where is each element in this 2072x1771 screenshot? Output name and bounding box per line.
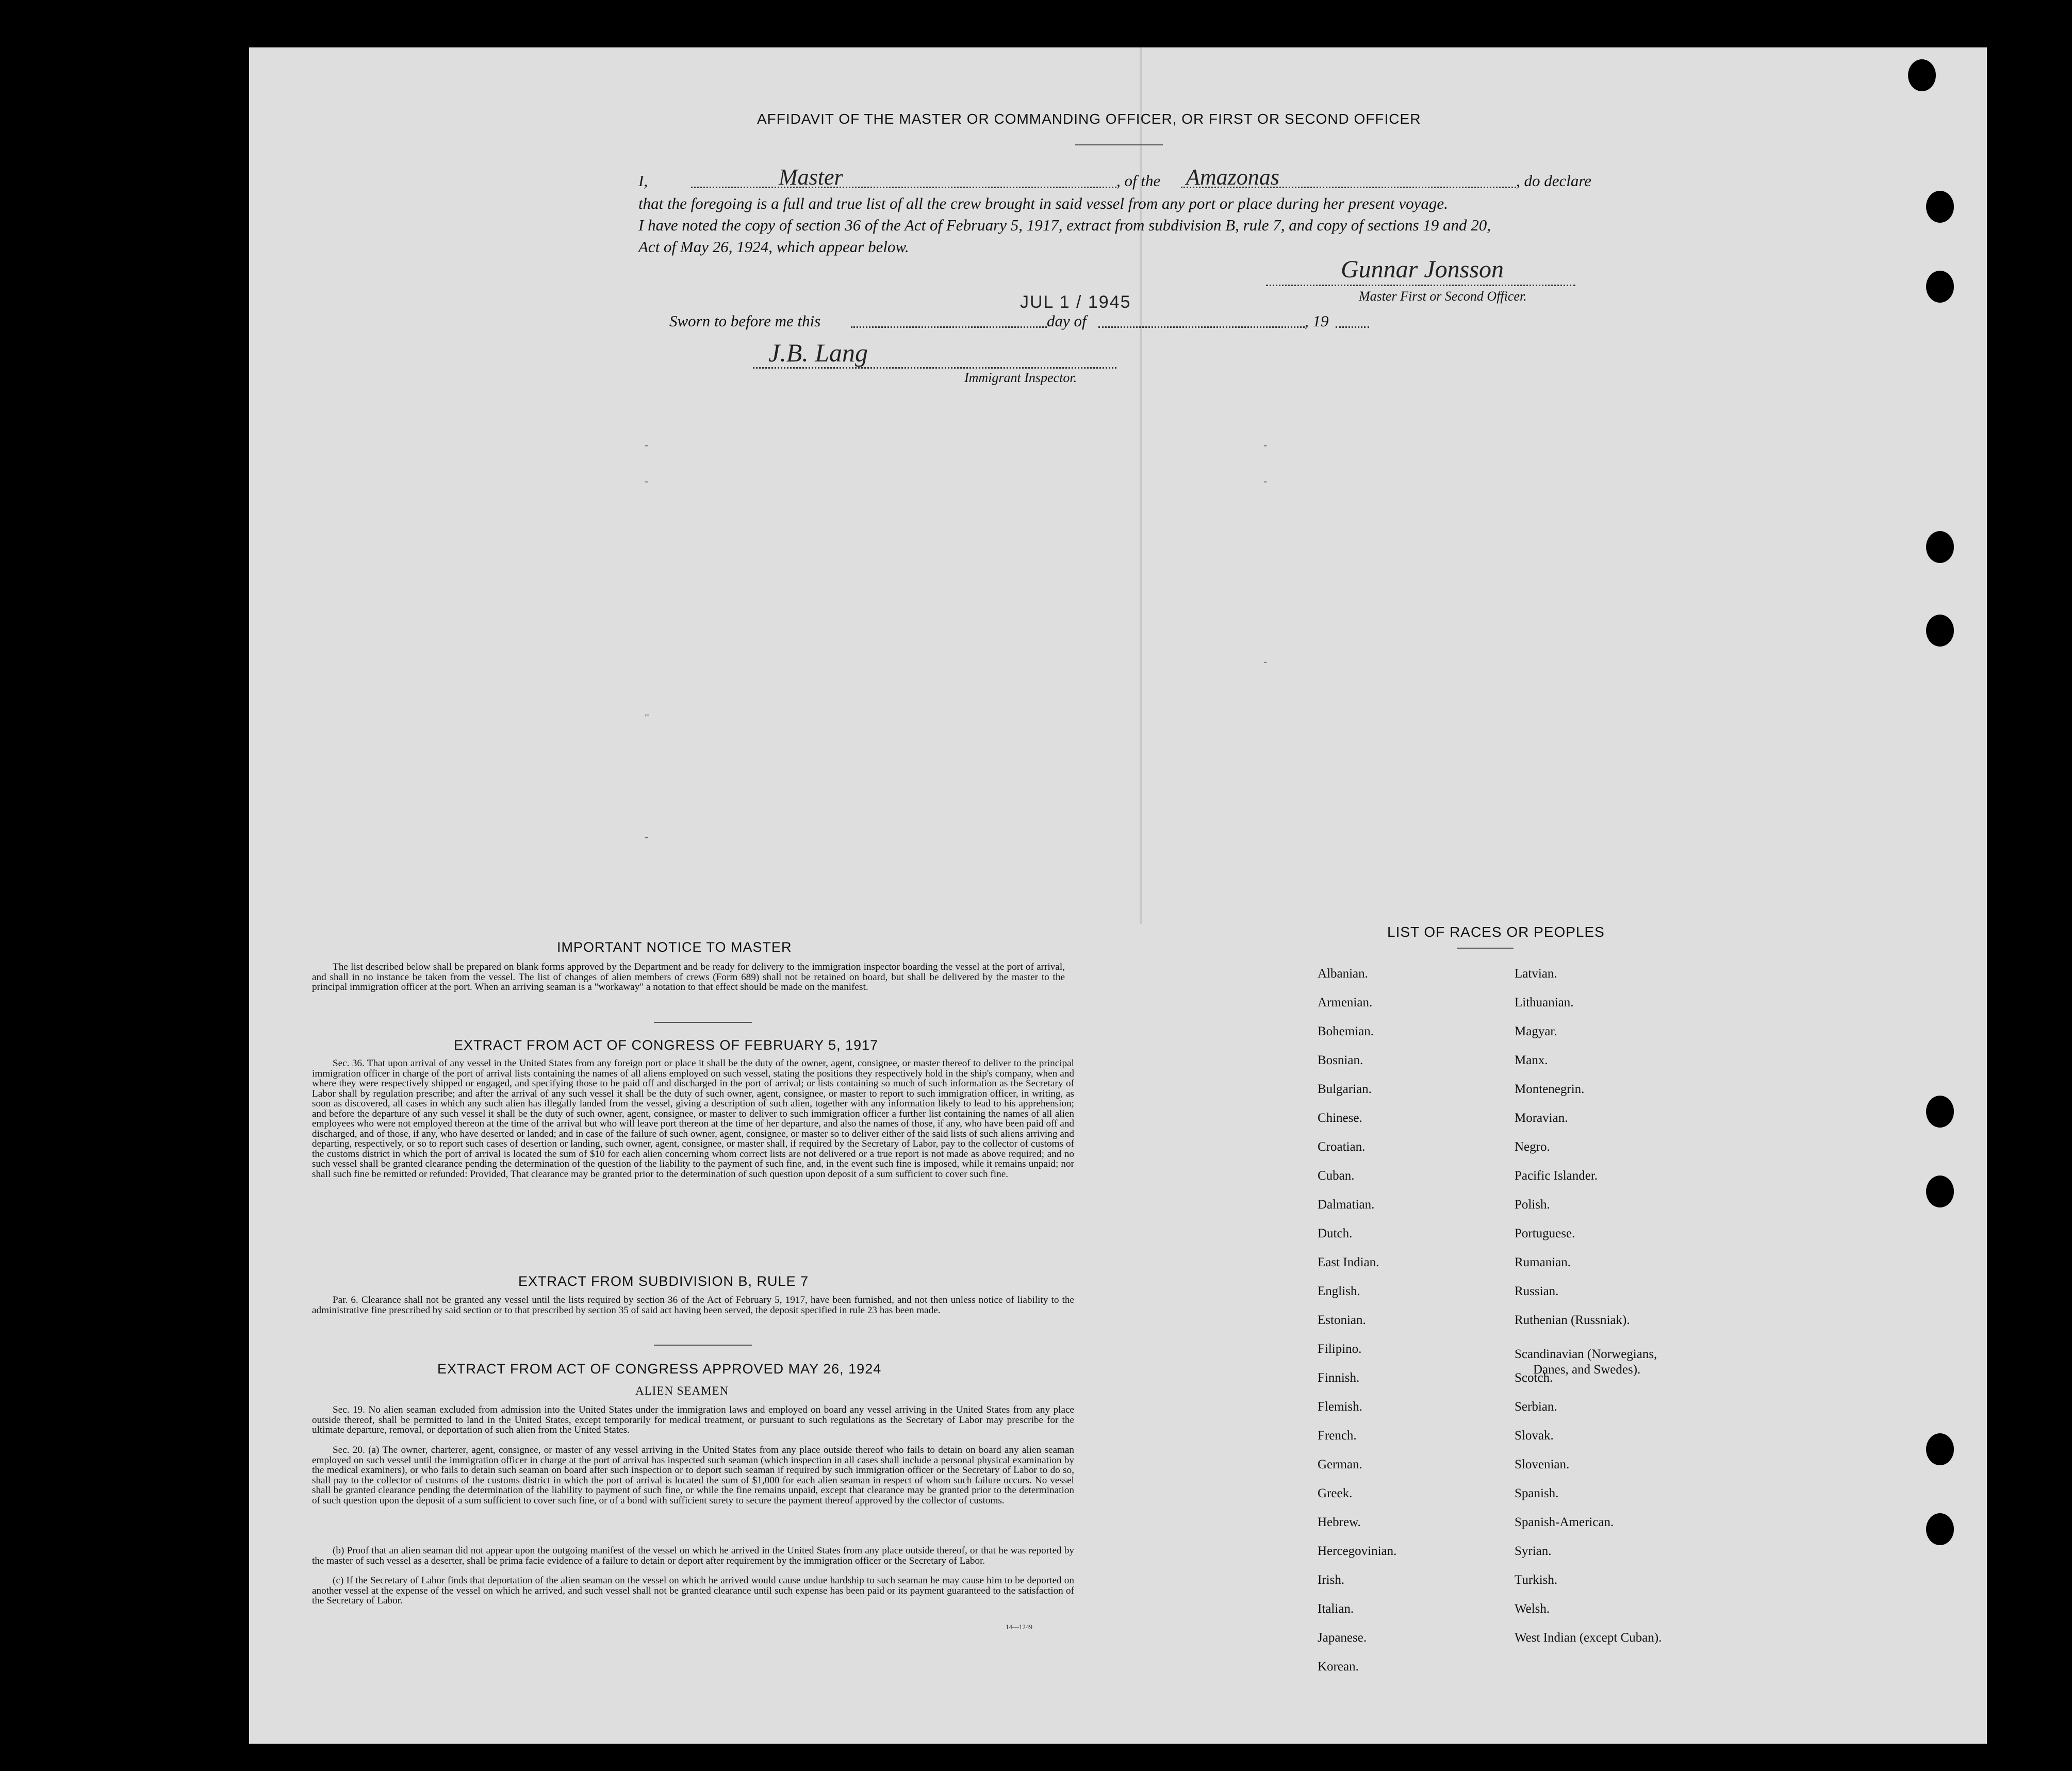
date-stamp: JUL 1 / 1945	[1020, 292, 1131, 312]
tick-mark: -	[1263, 474, 1268, 487]
race-list-item: Dutch.	[1318, 1227, 1353, 1240]
race-list-item: Irish.	[1318, 1573, 1345, 1587]
divider	[654, 1022, 752, 1023]
of-the-label: , of the	[1116, 172, 1161, 190]
race-list-item: Latvian.	[1515, 967, 1557, 981]
punch-hole-icon	[1908, 59, 1936, 91]
race-list-item: French.	[1318, 1429, 1357, 1443]
month-fill-line	[1098, 326, 1305, 328]
race-list-item: Turkish.	[1515, 1573, 1558, 1587]
race-list-item: English.	[1318, 1284, 1360, 1298]
sworn-label: Sworn to before me this	[669, 312, 821, 330]
inspector-caption: Immigrant Inspector.	[964, 370, 1077, 385]
race-list-item: Slovak.	[1515, 1429, 1554, 1443]
extract-rule7-body: Par. 6. Clearance shall not be granted any vessel until the lists required by section 36 of the Act of February 5, 1917, have been furnished, and not then unless notice of liability to the administrative fine prescribed by said section or to that prescribed by section 35 of said act having been served, the deposit specified in rule 23 has been made.	[312, 1295, 1074, 1316]
race-list-item: Bulgarian.	[1318, 1082, 1372, 1096]
race-list-item: Scandinavian (Norwegians,	[1515, 1347, 1657, 1361]
race-list-item: Spanish.	[1515, 1486, 1559, 1500]
race-list-item: Finnish.	[1318, 1371, 1360, 1385]
tick-mark: -	[645, 438, 649, 451]
race-list-item: Croatian.	[1318, 1140, 1366, 1154]
race-list-item: Ruthenian (Russniak).	[1515, 1313, 1630, 1327]
race-list-item: Magyar.	[1515, 1024, 1557, 1038]
races-title: LIST OF RACES OR PEOPLES	[1387, 924, 1605, 940]
tick-mark: -	[1263, 438, 1268, 451]
race-list-item: Danes, and Swedes).	[1533, 1363, 1641, 1377]
race-list-item: Syrian.	[1515, 1544, 1552, 1558]
race-list-item: Polish.	[1515, 1198, 1550, 1212]
race-list-item: Spanish-American.	[1515, 1515, 1614, 1529]
tick-mark: -	[1263, 655, 1268, 668]
race-list-item: Dalmatian.	[1318, 1198, 1375, 1212]
affidavit-pronoun: I,	[638, 172, 648, 190]
race-list-item: Manx.	[1515, 1053, 1548, 1067]
race-list-item: Hercegovinian.	[1318, 1544, 1397, 1558]
race-list-item: West Indian (except Cuban).	[1515, 1631, 1662, 1645]
punch-hole-icon	[1926, 1513, 1954, 1545]
sec20c-text: (c) If the Secretary of Labor finds that deportation of the alien seaman on the vessel on which he arrived would cause undue hardship to such seaman he may cause him to be deported on another vessel at the expense of the vessel on which he arrived, and such vessel shall not be granted clearance until such expense has been paid or its payment guaranteed to the satisfaction of the Secretary of Labor.	[312, 1575, 1074, 1606]
alien-seamen-subtitle: ALIEN SEAMEN	[635, 1384, 729, 1397]
extract-1924-title: EXTRACT FROM ACT OF CONGRESS APPROVED MAY 26, 1924	[437, 1361, 882, 1377]
notice-title: IMPORTANT NOTICE TO MASTER	[557, 939, 792, 955]
race-list-item: Lithuanian.	[1515, 996, 1574, 1009]
race-list-item: Bosnian.	[1318, 1053, 1363, 1067]
race-list-item: German.	[1318, 1458, 1362, 1471]
divider	[654, 1345, 752, 1346]
handwritten-master: Master	[779, 164, 843, 190]
race-list-item: Portuguese.	[1515, 1227, 1575, 1240]
race-list-item: Armenian.	[1318, 996, 1373, 1009]
race-list-item: Negro.	[1515, 1140, 1550, 1154]
punch-hole-icon	[1926, 1176, 1954, 1207]
signature-caption: Master First or Second Officer.	[1359, 289, 1527, 304]
year-fill-line	[1336, 326, 1369, 328]
race-list-item: Greek.	[1318, 1486, 1353, 1500]
race-list-item: Albanian.	[1318, 967, 1368, 981]
do-declare-label: , do declare	[1516, 172, 1592, 190]
race-list-item: Russian.	[1515, 1284, 1559, 1298]
day-of-label: day of	[1047, 312, 1087, 330]
sec20b-text: (b) Proof that an alien seaman did not appear upon the outgoing manifest of the vessel on which he arrived in the United States from any place outside thereof, or that he was reported by the master of such vessel as a deserter, shall be prima facie evidence of a failure to detain or deport after requirement by the immigration officer or the Secretary of Labor.	[312, 1545, 1074, 1566]
race-list-item: Filipino.	[1318, 1342, 1362, 1356]
name-fill-line	[691, 187, 1116, 188]
race-list-item: Pacific Islander.	[1515, 1169, 1598, 1183]
sec20a-text: Sec. 20. (a) The owner, charterer, agent, consignee, or master of any vessel arriving in the United States from any place outside thereof who fails to detain on board any alien seaman employed on such vessel until the immigration officer in charge at the port of arrival has inspected such seaman (which inspection in all cases shall include a personal physical examination by the medical examiners), or who fails to detain such seaman on board after such inspection or to deport such seaman if required by such immigration officer or the Secretary of Labor to do so, shall pay to the collector of customs of the customs district in which the port of arrival is located the sum of $1,000 for each alien seaman in respect of whom such failure occurs. No vessel shall be granted clearance pending the determination of the liability to payment of such fine, or while the fine remains unpaid, except that clearance may be granted prior to the determination of such question upon the deposit of a sum sufficient to cover such fine, or of a bond with sufficient surety to secure the payment thereof approved by the collector of customs.	[312, 1445, 1074, 1506]
master-signature: Gunnar Jonsson	[1341, 256, 1504, 283]
affidavit-line: that the foregoing is a full and true list of all the crew brought in said vessel from any port or place during her present voyage.	[638, 194, 1448, 212]
punch-hole-icon	[1926, 271, 1954, 303]
extract-1917-title: EXTRACT FROM ACT OF CONGRESS OF FEBRUARY 5, 1917	[454, 1037, 879, 1053]
race-list-item: Cuban.	[1318, 1169, 1355, 1183]
sec19-text: Sec. 19. No alien seaman excluded from admission into the United States under the immigration laws and employed on board any vessel arriving in the United States from any place outside thereof, shall be permitted to land in the United States, except temporarily for medical treatment, or pursuant to such regulations as the Secretary of Labor may prescribe for the ultimate departure, removal, or deportation of such alien from the United States.	[312, 1404, 1074, 1435]
form-number: 14—1249	[1006, 1623, 1032, 1631]
affidavit-title: AFFIDAVIT OF THE MASTER OR COMMANDING OFFICER, OR FIRST OR SECOND OFFICER	[757, 111, 1421, 127]
race-list-item: Estonian.	[1318, 1313, 1366, 1327]
extract-rule7-title: EXTRACT FROM SUBDIVISION B, RULE 7	[518, 1273, 809, 1289]
tick-mark: -	[645, 830, 649, 843]
race-list-item: Bohemian.	[1318, 1024, 1374, 1038]
inspector-signature: J.B. Lang	[768, 338, 868, 367]
race-list-item: East Indian.	[1318, 1255, 1379, 1269]
divider	[1075, 144, 1163, 145]
punch-hole-icon	[1926, 615, 1954, 647]
race-list-item: Hebrew.	[1318, 1515, 1361, 1529]
handwritten-vessel: Amazonas	[1186, 164, 1279, 190]
race-list-item: Flemish.	[1318, 1400, 1362, 1414]
year-label: , 19	[1305, 312, 1329, 330]
signature-line	[1266, 285, 1575, 286]
punch-hole-icon	[1926, 1433, 1954, 1465]
race-list-item: Slovenian.	[1515, 1458, 1570, 1471]
race-list-item: Moravian.	[1515, 1111, 1568, 1125]
race-list-item: Serbian.	[1515, 1400, 1557, 1414]
punch-hole-icon	[1926, 191, 1954, 223]
race-list-item: Italian.	[1318, 1602, 1354, 1616]
race-list-item: Chinese.	[1318, 1111, 1362, 1125]
race-list-item: Montenegrin.	[1515, 1082, 1585, 1096]
affidavit-line: Act of May 26, 1924, which appear below.	[638, 238, 909, 256]
race-list-item: Rumanian.	[1515, 1255, 1571, 1269]
extract-1917-body: Sec. 36. That upon arrival of any vessel in the United States from any foreign port or place it shall be the duty of the owner, agent, consignee, or master thereof to deliver to the principal immigration officer in charge of the port of arrival lists containing the names of all aliens employed on such vessel, stating the positions they respectively hold in the ship's company, when and where they were respectively shipped or engaged, and specifying those to be paid off and discharged in the port of arrival; or lists containing so much of such information as the Secretary of Labor shall by regulation prescribe; and after the arrival of any such vessel it shall be the duty of such owner, agent, consignee, or master to report to such immigration officer, in writing, as soon as discovered, all cases in which any such alien has illegally landed from the vessel, giving a description of such alien, together with any information likely to lead to his apprehension; and before the departure of any such vessel it shall be the duty of such owner, agent, consignee, or master to deliver to such immigration officer a further list containing the names of all alien employees who were not employed thereon at the time of the arrival but who will leave port thereon at the time of her departure, and also the names of those, if any, who have been paid off and discharged, and of those, if any, who have deserted or landed; and in case of the failure of such owner, agent, consignee, or master so to deliver either of the said lists of such aliens arriving and departing, respectively, or so to report such cases of desertion or landing, such owner, agent, consignee, or master shall, if required by the Secretary of Labor, pay to the collector of customs of the customs district in which the port of arrival is located the sum of $10 for each alien concerning whom correct lists are not delivered or a true report is not made as above required; and no such vessel shall be granted clearance pending the determination of the question of the liability to the payment of such fine, and, in the event such fine is imposed, while it remains unpaid; nor shall such fine be remitted or refunded: Provided, That clearance may be granted prior to the determination of such question upon deposit of a sum sufficient to cover such fine.	[312, 1058, 1074, 1180]
affidavit-line: I have noted the copy of section 36 of the Act of February 5, 1917, extract from subdivision B, rule 7, and copy of sections 19 and 20,	[638, 216, 1491, 234]
race-list-item: Korean.	[1318, 1660, 1359, 1674]
race-list-item: Japanese.	[1318, 1631, 1367, 1645]
notice-body: The list described below shall be prepared on blank forms approved by the Department and be ready for delivery to the immigration inspector boarding the vessel at the port of arrival, and shall in no instance be taken from the vessel. The list of changes of alien members of crews (Form 689) shall not be retained on board, but shall be delivered by the master to the principal immigration officer at the port. When an arriving seaman is a "workaway" a notation to that effect should be made on the manifest.	[312, 962, 1065, 992]
punch-hole-icon	[1926, 1096, 1954, 1128]
day-fill-line	[851, 326, 1047, 328]
tick-mark: -	[645, 474, 649, 487]
race-list-item: Welsh.	[1515, 1602, 1550, 1616]
divider	[1457, 948, 1514, 949]
race-list-item: Scotch.	[1515, 1371, 1553, 1385]
punch-hole-icon	[1926, 531, 1954, 563]
inspector-line	[753, 367, 1116, 369]
tick-mark: "	[645, 711, 649, 724]
